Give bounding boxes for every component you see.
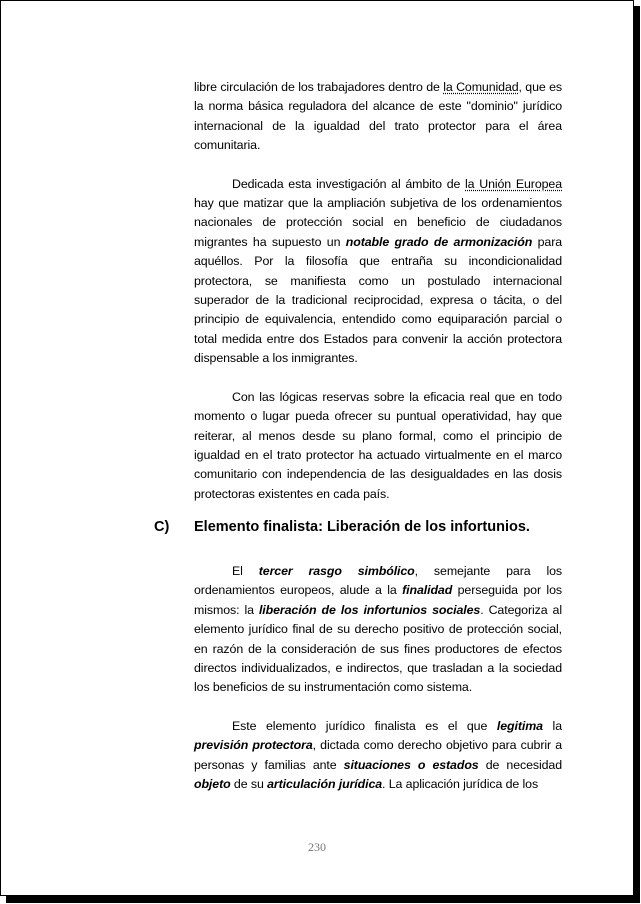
paragraph-5: [194, 717, 562, 795]
paragraph-3: [194, 388, 562, 504]
body-text-bottom: [194, 562, 562, 794]
emphasis-text: finalidad: [402, 583, 453, 598]
text-run: hay que matizar que la ampliación subjetiva de los ordenamientos nacionales de protección social en beneficio de ciudadanos migrantes ha supuesto un: [194, 196, 562, 249]
text-run: para aquéllos. Por la filosofía que entraña su incondicionalidad protectora, se manifiesta como un postulado internacional superador de la tradicional reciprocidad, expresa o tácita, o del principio de equivalencia, entendido como equiparación parcial o total medida entre dos Estados para convenir la acción protectora dispensable a los inmigrantes.: [194, 234, 563, 366]
paragraph-1: [194, 78, 562, 156]
emphasis-text: previsión protectora: [194, 738, 313, 753]
page-shadow-bottom: [6, 896, 640, 903]
section-title: Elemento finalista: Liberación de los infortunios.: [194, 519, 530, 535]
text-run: libre circulación de los trabajadores dentro de: [194, 80, 444, 94]
emphasis-text: tercer rasgo simbólico: [258, 564, 415, 578]
paragraph-4: [194, 562, 562, 698]
text-run: El: [232, 564, 259, 578]
paragraph-2: [194, 175, 562, 369]
text-run: . La aplicación jurídica de los: [382, 777, 539, 792]
section-number: C): [154, 519, 170, 535]
emphasis-text: legitima: [496, 718, 543, 733]
underlined-text: la Comunidad: [443, 80, 519, 94]
text-run: de su: [230, 777, 268, 792]
text-run: Con las lógicas reservas sobre la eficacia real que en todo momento o lugar pueda ofrecer su puntual operatividad, hay que reiterar, al menos desde su plano formal, como el principio de igualdad en el trato protector ha actuado virtualmente en el marco comunitario con independencia de las desigualdades en las dosis protectoras existentes en cada país.: [194, 389, 562, 501]
text-run: , semejante para los ordenamientos europeos, alude a la: [194, 564, 563, 598]
page-shadow-right: [634, 6, 640, 902]
emphasis-text: articulación jurídica: [267, 777, 383, 792]
text-run: Dedicada esta investigación al ámbito de: [232, 176, 466, 191]
emphasis-text: liberación de los infortunios sociales: [258, 602, 481, 617]
emphasis-text: notable grado de armonización: [345, 234, 533, 249]
text-run: Este elemento jurídico finalista es el que: [232, 718, 497, 733]
text-run: , que es la norma básica reguladora del alcance de este "dominio" jurídico internacional de la igualdad del trato protector para el área comunitaria.: [194, 80, 562, 153]
emphasis-text: situaciones o estados: [343, 757, 479, 772]
text-run: . Categoriza al elemento jurídico final de su derecho positivo de protección social, en razón de la consideración de sus fines productores de efectos directos individualizados, e indirectos, que trasladan a la sociedad los beneficios de su instrumentación como sistema.: [194, 602, 562, 695]
section-heading: [154, 519, 574, 535]
page-number: 230: [308, 840, 326, 854]
body-text-top: [194, 78, 562, 504]
text-run: la: [542, 718, 562, 733]
emphasis-text: objeto: [194, 777, 231, 792]
text-run: de necesidad: [478, 757, 563, 772]
text-run: perseguida por los mismos: la: [194, 583, 562, 617]
underlined-text: la Unión Europea: [465, 176, 562, 191]
text-run: , dictada como derecho objetivo para cubrir a personas y familias ante: [194, 738, 563, 772]
